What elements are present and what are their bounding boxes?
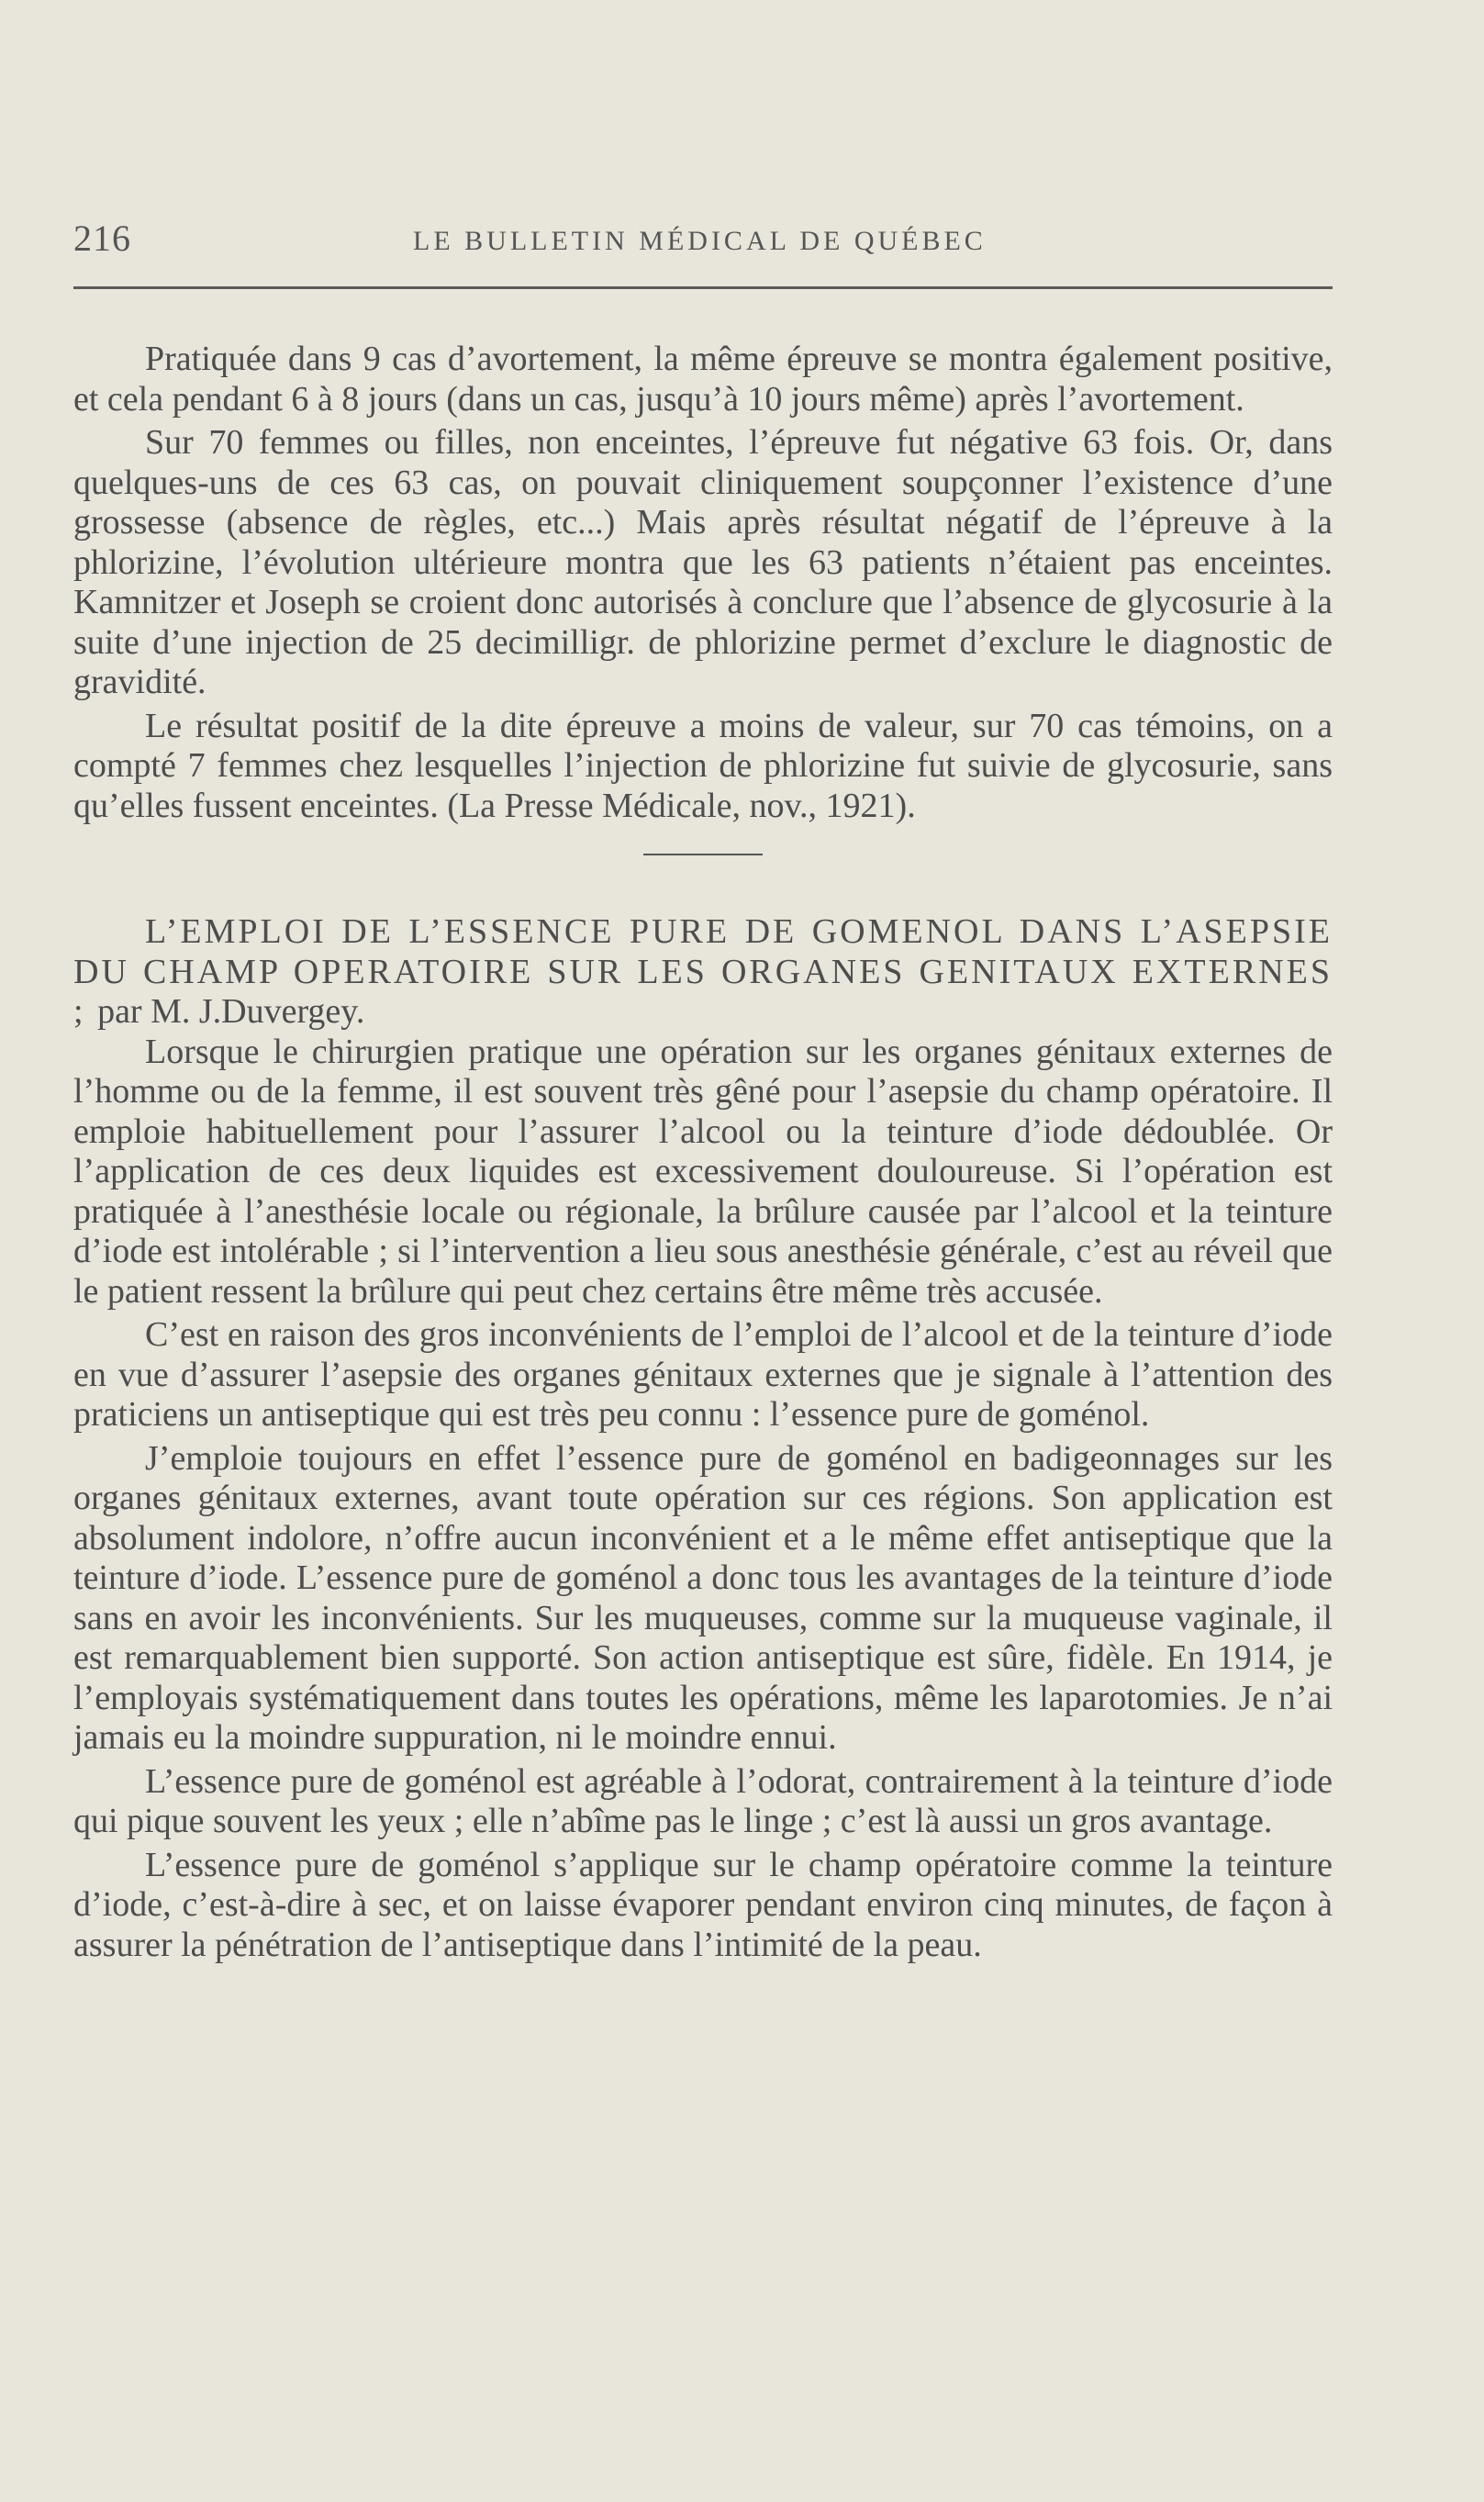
paragraph-chirurgien: Lorsque le chirurgien pratique une opération sur les organes génitaux externes de l’homme ou de la femme, il est souvent très gêné pour l’asepsie du champ opératoire. Il emploie habituellement pour l’assurer l’alcool ou la teinture d’iode dédoublée. Or l’application de ces deux liquides est excessivement douloureuse. Si l’opération est pratiquée à l’anesthésie locale ou régionale, la brûlure causée par l’alcool et la teinture d’iode est intolérable ; si l’intervention a lieu sous anesthésie générale, c’est au réveil que le patient ressent la brûlure qui peut chez certains être même très accusée. [73,1032,1333,1311]
page-number: 216 [73,218,131,259]
paragraph-avortement: Pratiquée dans 9 cas d’avortement, la même épreuve se montra également positive, et cela pendant 6 à 8 jours (dans un cas, jusqu’à 10 jours même) après l’avortement. [73,340,1333,419]
article-title-block [73,912,1333,1033]
paragraph-application: L’essence pure de goménol s’applique sur le champ opératoire comme la teinture d’iode, c’est-à-dire à sec, et on laisse évaporer pendant environ cinq minutes, de façon à assurer la pénétration de l’antiseptique dans l’intimité de la peau. [73,1845,1333,1964]
paragraph-emploi-gomenol: J’emploie toujours en effet l’essence pure de goménol en badigeonnages sur les organes génitaux externes, avant toute opération sur ces régions. Son application est absolument indolore, n’offre aucun inconvénient et a le même effet antiseptique que la teinture d’iode. L’essence pure de goménol a donc tous les avantages de la teinture d’iode sans en avoir les inconvénients. Sur les muqueuses, comme sur la muqueuse vaginale, il est remarquablement bien supporté. Son action antiseptique est sûre, fidèle. En 1914, je l’employais systématiquement dans toutes les opérations, même les laparotomies. Je n’ai jamais eu la moindre suppuration, ni le moindre ennui. [73,1438,1333,1757]
article-title: L’EMPLOI DE L’ESSENCE PURE DE GOMENOL DANS L’ASEPSIE DU CHAMP OPERATOIRE SUR LES ORGANES GENITAUX EXTERNES ; [73,912,1333,1031]
paragraph-odorat: L’essence pure de goménol est agréable à l’odorat, contrairement à la teinture d’iode qui pique souvent les yeux ; elle n’abîme pas le linge ; c’est là aussi un gros avantage. [73,1761,1333,1840]
running-head [73,217,1333,272]
paragraph-non-enceintes: Sur 70 femmes ou filles, non enceintes, l’épreuve fut négative 63 fois. Or, dans quelques-uns de ces 63 cas, on pouvait cliniquement soupçonner l’existence d’une grossesse (absence de règles, etc...) Mais après résultat négatif de l’épreuve à la phlorizine, l’évolution ultérieure montra que les 63 patients n’étaient pas enceintes. Kamnitzer et Joseph se croient donc autorisés à conclure que l’absence de glycosurie à la suite d’une injection de 25 decimilligr. de phlorizine permet d’exclure le diagnostic de gravidité. [73,423,1333,701]
header-rule [73,286,1333,289]
section-separator [643,854,763,855]
paragraph-inconvenients: C’est en raison des gros inconvénients de l’emploi de l’alcool et de la teinture d’iode en vue d’assurer l’asepsie des organes génitaux externes que je signale à l’attention des praticiens un antiseptique qui est très peu connu : l’essence pure de goménol. [73,1315,1333,1434]
article-author: par M. J.Duvergey. [97,992,365,1031]
page-body [73,340,1333,1965]
journal-title: LE BULLETIN MÉDICAL DE QUÉBEC [413,226,987,256]
paragraph-resultat-positif: Le résultat positif de la dite épreuve a moins de valeur, sur 70 cas témoins, on a compté 7 femmes chez lesquelles l’injection de phlorizine fut suivie de glycosurie, sans qu’elles fussent enceintes. (La Presse Médicale, nov., 1921). [73,706,1333,825]
